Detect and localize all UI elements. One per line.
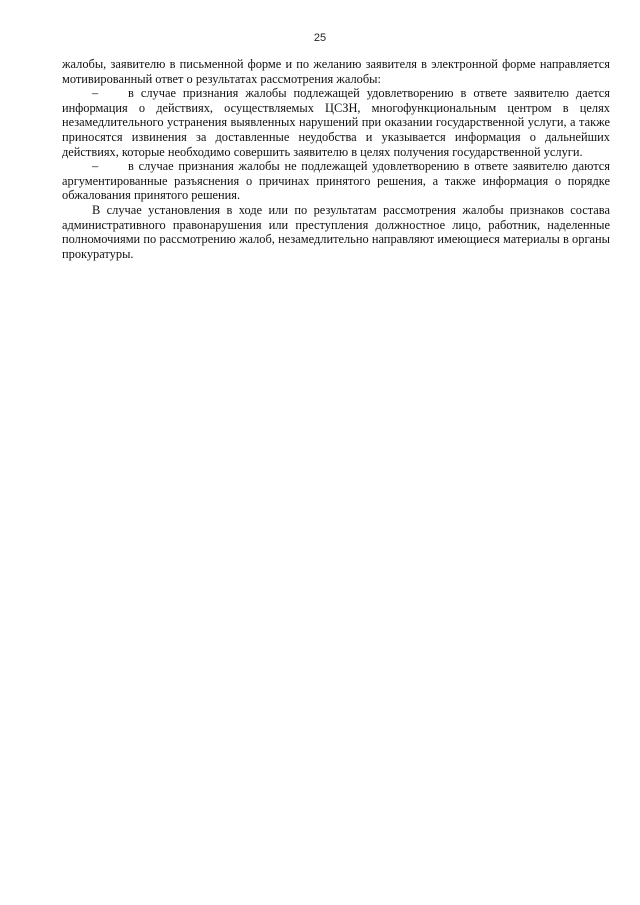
page-number: 25	[313, 32, 327, 44]
dash-marker: –	[92, 159, 99, 174]
list-item-text: в случае признания жалобы подлежащей удовлетворению в ответе заявителю дается информация о действиях, осуществляемых ЦСЗН, многофункциональным центром в целях незамедлительного устранения выявленных нарушений при оказании государственной услуги, а также приносятся извинения за доставленные неудобства и указывается информация о дальнейших действиях, которые необходимо совершить заявителю в целях получения государственной услуги.	[62, 86, 610, 159]
paragraph-prosecution: В случае установления в ходе или по результатам рассмотрения жалобы признаков состава административного правонарушения или преступления должностное лицо, работник, наделенные полномочиями по рассмотрению жалоб, незамедлительно направляют имеющиеся материалы в органы прокуратуры.	[62, 202, 610, 261]
paragraph-continuation: жалобы, заявителю в письменной форме и по желанию заявителя в электронной форме направляется мотивированный ответ о результатах рассмотрения жалобы:	[62, 57, 610, 86]
list-item-text: в случае признания жалобы не подлежащей удовлетворению в ответе заявителю даются аргументированные разъяснения о причинах принятого решения, а также информация о порядке обжалования принятого решения.	[62, 159, 610, 203]
dash-marker: –	[92, 86, 99, 101]
document-body	[62, 57, 610, 261]
list-item-satisfied	[62, 86, 610, 159]
list-item-rejected	[62, 159, 610, 203]
